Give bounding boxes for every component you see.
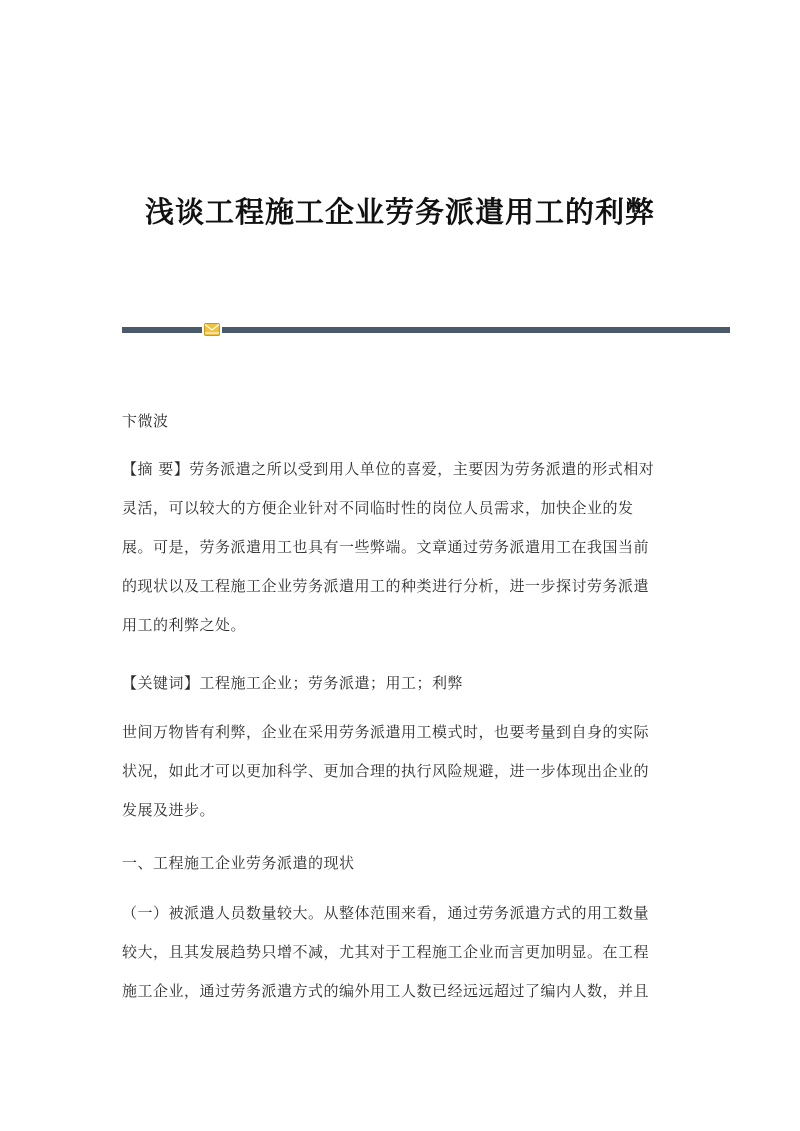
title-rule-left xyxy=(122,327,202,333)
keywords: 【关键词】工程施工企业；劳务派遣；用工；利弊 xyxy=(122,674,464,692)
intro-paragraph xyxy=(122,713,682,830)
abstract-line: 用工的利弊之处。 xyxy=(122,616,247,634)
title-rule-right xyxy=(222,327,730,333)
abstract-line: 的现状以及工程施工企业劳务派遣用工的种类进行分析，进一步探讨劳务派遣 xyxy=(122,577,650,595)
abstract xyxy=(122,450,682,645)
section-line: （一）被派遣人员数量较大。从整体范围来看，通过劳务派遣方式的用工数量 xyxy=(122,904,650,922)
abstract-line: 展。可是，劳务派遣用工也具有一些弊端。文章通过劳务派遣用工在我国当前 xyxy=(122,538,650,556)
document-title: 浅谈工程施工企业劳务派遣用工的利弊 xyxy=(144,195,655,229)
envelope-icon xyxy=(204,323,220,336)
abstract-line: 灵活，可以较大的方便企业针对不同临时性的岗位人员需求，加快企业的发 xyxy=(122,499,634,517)
intro-line: 发展及进步。 xyxy=(122,801,216,819)
section-paragraph xyxy=(122,894,682,1011)
author: 卞微波 xyxy=(122,412,169,430)
section-line: 施工企业，通过劳务派遣方式的编外用工人数已经远远超过了编内人数，并且 xyxy=(122,982,650,1000)
abstract-line: 【摘 要】劳务派遣之所以受到用人单位的喜爱，主要因为劳务派遣的形式相对 xyxy=(122,460,655,478)
section-heading: 一、工程施工企业劳务派遣的现状 xyxy=(122,854,355,872)
intro-line: 状况，如此才可以更加科学、更加合理的执行风险规避，进一步体现出企业的 xyxy=(122,762,650,780)
intro-line: 世间万物皆有利弊，企业在采用劳务派遣用工模式时，也要考量到自身的实际 xyxy=(122,723,650,741)
section-line: 较大，且其发展趋势只增不减，尤其对于工程施工企业而言更加明显。在工程 xyxy=(122,943,650,961)
